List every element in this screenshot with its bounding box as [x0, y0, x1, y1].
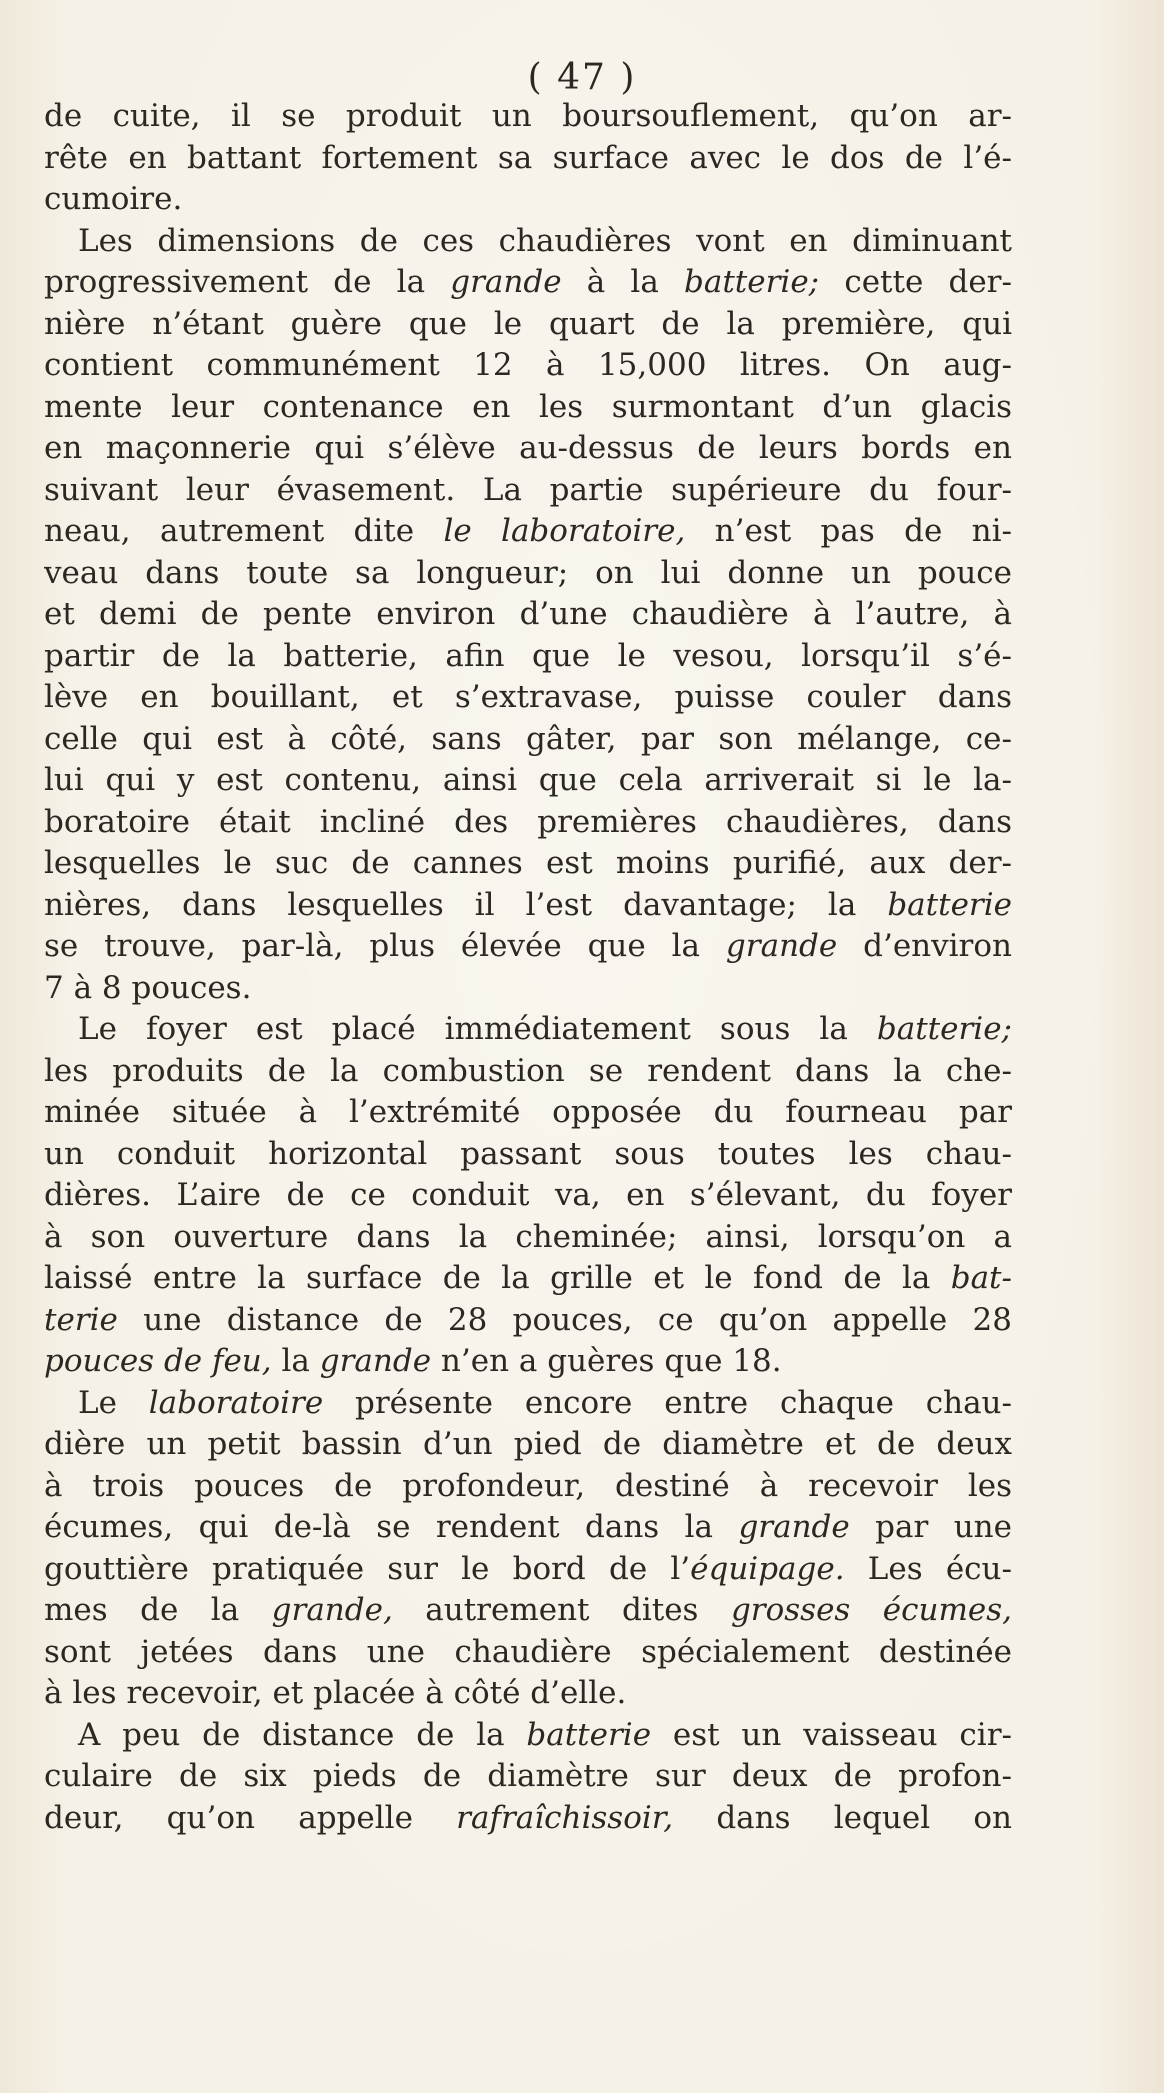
text-run: cette der- — [819, 264, 1012, 300]
text-line — [44, 926, 1012, 968]
text-line — [44, 470, 1012, 512]
text-line — [44, 262, 1012, 304]
text-run: écumes, qui de-là se rendent dans la — [44, 1509, 739, 1545]
text-line — [44, 1300, 1012, 1342]
text-line — [44, 428, 1012, 470]
text-run: Les dimensions de ces chaudières vont en diminuant — [78, 222, 1012, 259]
text-line — [44, 594, 1012, 636]
text-run: un conduit horizontal passant sous toutes les chau- — [44, 1135, 1012, 1172]
italic-term: laboratoire — [148, 1384, 324, 1421]
text-run: Le foyer est placé immédiatement sous la — [78, 1011, 877, 1047]
text-line — [44, 1798, 1012, 1840]
text-line — [44, 553, 1012, 595]
text-run: à les recevoir, et placée à côté d’elle. — [44, 1675, 627, 1711]
text-line — [44, 802, 1012, 844]
text-line — [44, 1466, 1012, 1508]
text-line — [44, 1175, 1012, 1217]
text-run: en maçonnerie qui s’élève au-dessus de leurs bords en — [44, 430, 1012, 466]
text-run: nières, dans lesquelles il l’est davantage; la — [44, 886, 888, 923]
text-line — [44, 885, 1012, 927]
text-run: partir de la batterie, afin que le vesou, lorsqu’il s’é- — [44, 637, 1012, 674]
text-run: progressivement de la — [44, 264, 451, 300]
text-run: sont jetées dans une chaudière spécialement destinée — [44, 1633, 1012, 1670]
body-text — [44, 96, 1012, 1839]
text-line — [44, 345, 1012, 387]
text-line — [44, 1134, 1012, 1176]
text-line — [44, 677, 1012, 719]
text-run: une distance de 28 pouces, ce qu’on appelle 28 — [117, 1301, 1012, 1338]
text-line — [44, 1258, 1012, 1300]
italic-term: batterie — [526, 1716, 652, 1753]
text-run: laissé entre la surface de la grille et le fond de la — [44, 1260, 951, 1296]
text-line — [44, 1341, 1012, 1383]
text-line — [44, 1009, 1012, 1051]
text-run: culaire de six pieds de diamètre sur deux de profon- — [44, 1758, 1012, 1794]
text-line — [44, 1673, 1012, 1715]
text-run: d’environ — [837, 928, 1012, 964]
italic-term: grande — [738, 1509, 850, 1545]
text-line — [44, 1424, 1012, 1466]
text-line — [44, 1549, 1012, 1591]
text-run: nière n’étant guère que le quart de la première, qui — [44, 305, 1012, 342]
text-line — [44, 1507, 1012, 1549]
text-run: suivant leur évasement. La partie supérieure du four- — [44, 471, 1012, 508]
text-run: la — [271, 1343, 320, 1379]
text-run: à trois pouces de profondeur, destiné à recevoir les — [44, 1467, 1012, 1504]
text-run: dière un petit bassin d’un pied de diamètre et de deux — [44, 1426, 1012, 1462]
italic-term: grosses écumes, — [730, 1592, 1012, 1628]
text-run: de cuite, il se produit un boursouflement, qu’on ar- — [44, 98, 1012, 134]
text-line — [44, 1756, 1012, 1798]
text-line — [44, 1217, 1012, 1259]
text-run: minée située à l’extrémité opposée du fourneau par — [44, 1094, 1012, 1130]
italic-term: terie — [44, 1301, 118, 1338]
text-line — [44, 968, 1012, 1010]
text-line — [44, 760, 1012, 802]
text-run: n’est pas de ni- — [685, 513, 1012, 549]
text-run: n’en a guères que 18. — [431, 1343, 782, 1379]
text-run: présente encore entre chaque chau- — [323, 1384, 1012, 1421]
text-line — [44, 1715, 1012, 1757]
text-line — [44, 719, 1012, 761]
page-number: ( 47 ) — [527, 57, 637, 98]
text-run: rête en battant fortement sa surface avec le dos de l’é- — [44, 139, 1012, 176]
text-line — [44, 1051, 1012, 1093]
text-run: veau dans toute sa longueur; on lui donne un pouce — [44, 554, 1012, 591]
text-run: neau, autrement dite — [44, 513, 444, 549]
text-run: les produits de la combustion se rendent dans la che- — [44, 1052, 1012, 1089]
text-run: à son ouverture dans la cheminée; ainsi, lorsqu’on a — [44, 1218, 1012, 1255]
text-run: mente leur contenance en les surmontant d’un glacis — [44, 388, 1012, 425]
italic-term: grande — [319, 1343, 432, 1379]
italic-term: rafraîchissoir, — [456, 1799, 674, 1836]
text-run: autrement dites — [392, 1592, 731, 1628]
text-line — [44, 221, 1012, 263]
italic-term: pouces de feu, — [44, 1343, 272, 1379]
text-run: mes de la — [44, 1592, 272, 1628]
text-run: lui qui y est contenu, ainsi que cela arriverait si le la- — [44, 762, 1012, 798]
text-run: à la — [561, 264, 685, 300]
text-line — [44, 1632, 1012, 1674]
text-line — [44, 304, 1012, 346]
text-run: se trouve, par-là, plus élevée que la — [44, 928, 726, 964]
text-run: est un vaisseau cir- — [651, 1716, 1012, 1753]
text-run: dans lequel on — [673, 1799, 1012, 1836]
text-line — [44, 1092, 1012, 1134]
text-run: boratoire était incliné des premières chaudières, dans — [44, 803, 1012, 840]
text-run: celle qui est à côté, sans gâter, par son mélange, ce- — [44, 720, 1012, 757]
text-line — [44, 1590, 1012, 1632]
italic-term: le laboratoire, — [443, 513, 686, 549]
text-run: Les écu- — [844, 1550, 1012, 1587]
italic-term: grande — [725, 928, 838, 964]
italic-term: batterie; — [684, 264, 820, 300]
text-run: lesquelles le suc de cannes est moins purifié, aux der- — [44, 845, 1012, 881]
text-run: gouttière pratiquée sur le bord de l’ — [44, 1550, 691, 1587]
text-run: Le — [78, 1384, 149, 1421]
text-run: et demi de pente environ d’une chaudière à l’autre, à — [44, 596, 1012, 632]
italic-term: batterie — [887, 886, 1012, 923]
text-run: deur, qu’on appelle — [44, 1799, 457, 1836]
italic-term: bat- — [950, 1260, 1012, 1296]
italic-term: grande — [450, 264, 562, 300]
text-run: par une — [849, 1509, 1012, 1545]
text-run: contient communément 12 à 15,000 litres. On aug- — [44, 347, 1012, 383]
text-line — [44, 511, 1012, 553]
text-run: A peu de distance de la — [78, 1716, 527, 1753]
text-line — [44, 843, 1012, 885]
text-line — [44, 387, 1012, 429]
italic-term: grande, — [271, 1592, 393, 1628]
text-line — [44, 179, 1012, 221]
text-line — [44, 1383, 1012, 1425]
text-line — [44, 138, 1012, 180]
text-line — [44, 96, 1012, 138]
italic-term: batterie; — [876, 1011, 1012, 1047]
text-run: dières. L’aire de ce conduit va, en s’élevant, du foyer — [44, 1177, 1012, 1213]
text-run: 7 à 8 pouces. — [44, 969, 252, 1006]
text-line — [44, 636, 1012, 678]
text-run: cumoire. — [44, 181, 183, 217]
italic-term: équipage. — [690, 1550, 845, 1587]
text-run: lève en bouillant, et s’extravase, puisse couler dans — [44, 679, 1012, 715]
